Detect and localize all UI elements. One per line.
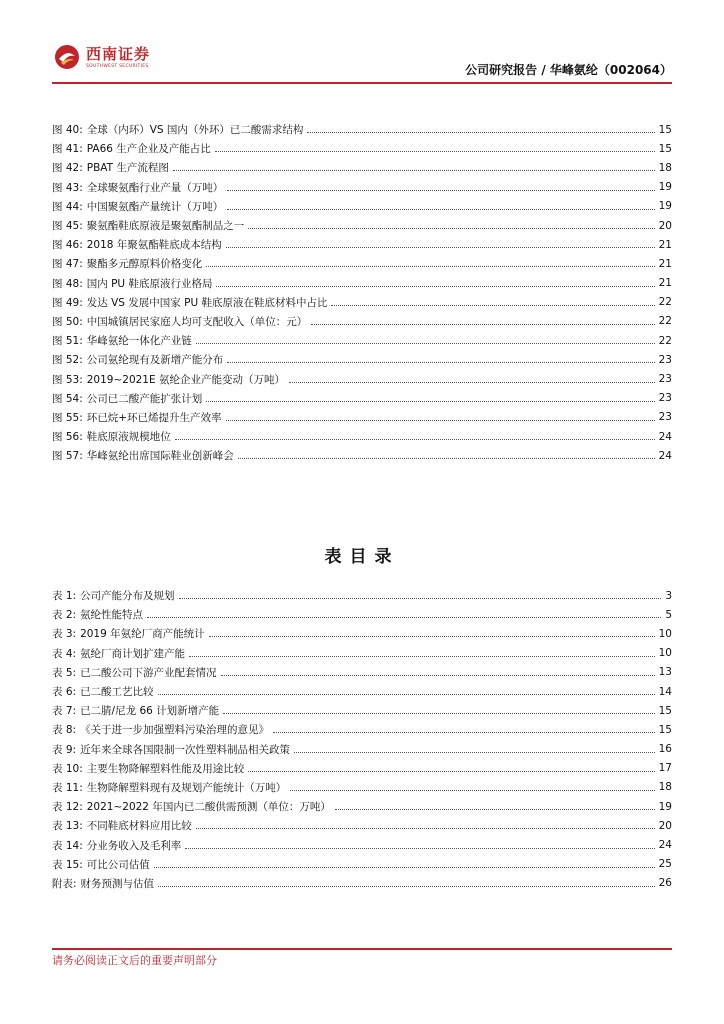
table-toc-entry[interactable] [52, 682, 672, 701]
toc-dot-leader [221, 675, 655, 676]
toc-entry-page: 22 [658, 334, 672, 347]
toc-entry-number: 附表: [52, 877, 77, 890]
figure-toc-entry[interactable] [52, 369, 672, 388]
toc-entry-number: 图 56: [52, 431, 83, 444]
toc-entry-title: 公司氨纶现有及新增产能分布 [86, 354, 224, 367]
toc-entry-page: 10 [658, 627, 672, 640]
toc-entry-page: 5 [665, 608, 672, 621]
toc-entry-page: 13 [658, 666, 672, 679]
brand-name-en: SOUTHWEST SECURITIES [86, 64, 149, 69]
toc-dot-leader [248, 228, 654, 229]
toc-entry-title: 可比公司估值 [86, 858, 150, 871]
toc-entry-number: 表 8: [52, 724, 77, 737]
toc-entry-number: 表 3: [52, 628, 77, 641]
toc-entry-number: 图 47: [52, 258, 83, 271]
toc-entry-number: 表 1: [52, 590, 77, 603]
toc-entry-number: 表 15: [52, 858, 83, 871]
toc-entry-title: 聚氨酯鞋底原液是聚氨酯制品之一 [86, 220, 245, 233]
toc-entry-title: 聚酯多元醇原料价格变化 [86, 258, 203, 271]
toc-entry-page: 21 [658, 277, 672, 290]
figure-toc-entry[interactable] [52, 235, 672, 254]
toc-entry-page: 22 [658, 315, 672, 328]
figure-toc-entry[interactable] [52, 139, 672, 158]
toc-dot-leader [185, 848, 654, 849]
toc-dot-leader [223, 713, 654, 714]
toc-entry-page: 16 [658, 743, 672, 756]
figure-toc-entry[interactable] [52, 274, 672, 293]
toc-entry-page: 3 [665, 589, 672, 602]
toc-entry-number: 图 42: [52, 162, 83, 175]
toc-entry-title: 2018 年聚氨酯鞋底成本结构 [86, 239, 222, 252]
toc-entry-title: 已二酸公司下游产业配套情况 [80, 666, 217, 679]
toc-entry-title: 鞋底原液规模地位 [86, 431, 171, 444]
table-toc-entry[interactable] [52, 797, 672, 816]
toc-entry-page: 20 [658, 819, 672, 832]
toc-dot-leader [227, 209, 654, 210]
toc-entry-number: 表 12: [52, 801, 83, 814]
figure-toc-entry[interactable] [52, 408, 672, 427]
toc-entry-page: 23 [658, 373, 672, 386]
footer-disclaimer: 请务必阅读正文后的重要声明部分 [52, 954, 217, 967]
toc-dot-leader [173, 170, 655, 171]
toc-entry-page: 25 [658, 858, 672, 871]
toc-entry-title: 《关于进一步加强塑料污染治理的意见》 [80, 724, 270, 737]
table-toc-entry[interactable] [52, 759, 672, 778]
toc-dot-leader [206, 266, 654, 267]
toc-entry-number: 图 51: [52, 335, 83, 348]
toc-dot-leader [209, 636, 655, 637]
figure-toc-entry[interactable] [52, 427, 672, 446]
toc-dot-leader [196, 828, 655, 829]
toc-entry-number: 图 55: [52, 411, 83, 424]
toc-entry-title: 发达 VS 发展中国家 PU 鞋底原液在鞋底材料中占比 [86, 296, 328, 309]
toc-entry-number: 图 44: [52, 200, 83, 213]
toc-dot-leader [273, 732, 655, 733]
toc-entry-title: 全球（内环）VS 国内（外环）已二酸需求结构 [86, 124, 304, 137]
toc-dot-leader [331, 305, 654, 306]
toc-dot-leader [238, 458, 655, 459]
toc-entry-number: 图 46: [52, 239, 83, 252]
toc-entry-title: 氨纶厂商计划扩建产能 [80, 647, 186, 660]
toc-entry-page: 15 [658, 723, 672, 736]
toc-entry-title: 主要生物降解塑料性能及用途比较 [86, 762, 245, 775]
toc-entry-page: 18 [658, 161, 672, 174]
figure-toc-entry[interactable] [52, 216, 672, 235]
toc-entry-title: 财务预测与估值 [80, 877, 155, 890]
table-toc-entry[interactable] [52, 624, 672, 643]
table-toc-entry[interactable] [52, 701, 672, 720]
toc-entry-page: 23 [658, 411, 672, 424]
toc-entry-number: 图 40: [52, 124, 83, 137]
toc-entry-page: 17 [658, 762, 672, 775]
toc-dot-leader [335, 809, 655, 810]
toc-dot-leader [189, 656, 655, 657]
toc-entry-page: 15 [658, 704, 672, 717]
toc-entry-number: 表 13: [52, 820, 83, 833]
figure-toc-entry[interactable] [52, 120, 672, 139]
toc-dot-leader [226, 420, 655, 421]
table-toc-entry[interactable] [52, 874, 672, 893]
toc-entry-page: 26 [658, 877, 672, 890]
toc-entry-page: 15 [658, 142, 672, 155]
toc-dot-leader [175, 439, 655, 440]
toc-entry-number: 表 14: [52, 839, 83, 852]
toc-dot-leader [158, 694, 655, 695]
toc-dot-leader [248, 771, 654, 772]
toc-dot-leader [289, 382, 655, 383]
table-toc-entry[interactable] [52, 586, 672, 605]
toc-entry-number: 图 49: [52, 296, 83, 309]
table-toc-entry[interactable] [52, 855, 672, 874]
toc-entry-number: 图 57: [52, 450, 83, 463]
table-toc-entry[interactable] [52, 816, 672, 835]
figure-toc-entry[interactable] [52, 197, 672, 216]
toc-entry-page: 23 [658, 392, 672, 405]
report-title: 公司研究报告 / 华峰氨纶（002064） [465, 63, 672, 77]
footer-divider [52, 948, 672, 950]
toc-entry-number: 表 4: [52, 647, 77, 660]
toc-dot-leader [216, 286, 654, 287]
brand-name-cn: 西南证券 [86, 45, 151, 63]
toc-entry-page: 23 [658, 353, 672, 366]
toc-entry-title: 华峰氨纶一体化产业链 [86, 335, 192, 348]
table-toc-entry[interactable] [52, 778, 672, 797]
figure-toc-entry[interactable] [52, 158, 672, 177]
toc-entry-number: 图 52: [52, 354, 83, 367]
toc-entry-number: 表 10: [52, 762, 83, 775]
toc-entry-title: 生物降解塑料现有及规划产能统计（万吨） [86, 781, 287, 794]
toc-entry-page: 10 [658, 647, 672, 660]
toc-entry-number: 图 50: [52, 315, 83, 328]
toc-entry-title: 已二酸工艺比较 [80, 686, 154, 699]
toc-entry-number: 表 2: [52, 609, 77, 622]
table-toc-entry[interactable] [52, 605, 672, 624]
toc-entry-page: 19 [658, 200, 672, 213]
toc-entry-number: 图 45: [52, 220, 83, 233]
table-toc-entry[interactable] [52, 663, 672, 682]
figure-toc-entry[interactable] [52, 178, 672, 197]
toc-entry-title: PBAT 生产流程图 [86, 162, 169, 175]
figure-toc-entry[interactable] [52, 446, 672, 465]
tables-toc [52, 586, 672, 893]
toc-entry-title: 2021~2022 年国内已二酸供需预测（单位：万吨） [86, 801, 331, 814]
toc-entry-number: 表 6: [52, 686, 77, 699]
toc-dot-leader [227, 362, 654, 363]
toc-dot-leader [179, 598, 662, 599]
toc-entry-number: 图 43: [52, 181, 83, 194]
toc-dot-leader [290, 790, 654, 791]
toc-entry-title: 氨纶性能特点 [80, 609, 144, 622]
toc-entry-title: PA66 生产企业及产能占比 [86, 143, 211, 156]
figure-toc-entry[interactable] [52, 350, 672, 369]
toc-entry-page: 24 [658, 839, 672, 852]
tables-toc-heading: 表目录 [324, 547, 400, 567]
toc-dot-leader [294, 752, 655, 753]
toc-entry-title: 国内 PU 鞋底原液行业格局 [86, 277, 213, 290]
toc-entry-title: 公司产能分布及规划 [80, 590, 175, 603]
toc-entry-number: 表 11: [52, 781, 83, 794]
toc-entry-page: 21 [658, 238, 672, 251]
figures-toc [52, 120, 672, 465]
toc-entry-page: 14 [658, 685, 672, 698]
header-divider [52, 82, 672, 84]
toc-entry-page: 21 [658, 257, 672, 270]
toc-dot-leader [226, 247, 655, 248]
toc-dot-leader [158, 886, 655, 887]
page-header [52, 38, 672, 82]
toc-entry-number: 表 7: [52, 705, 77, 718]
toc-entry-page: 18 [658, 781, 672, 794]
toc-entry-number: 图 53: [52, 373, 83, 386]
figure-toc-entry[interactable] [52, 293, 672, 312]
toc-dot-leader [154, 867, 655, 868]
toc-dot-leader [215, 151, 655, 152]
toc-entry-title: 2019~2021E 氨纶企业产能变动（万吨） [86, 373, 285, 386]
toc-dot-leader [147, 617, 661, 618]
toc-dot-leader [206, 401, 654, 402]
toc-entry-page: 19 [658, 181, 672, 194]
toc-entry-number: 图 48: [52, 277, 83, 290]
toc-dot-leader [196, 343, 655, 344]
toc-dot-leader [307, 132, 654, 133]
toc-entry-title: 2019 年氨纶厂商产能统计 [80, 628, 205, 641]
toc-entry-title: 中国城镇居民家庭人均可支配收入（单位：元） [86, 315, 308, 328]
toc-entry-title: 环已烷+环已烯提升生产效率 [86, 411, 222, 424]
toc-entry-title: 分业务收入及毛利率 [86, 839, 182, 852]
toc-entry-page: 24 [658, 449, 672, 462]
figure-toc-entry[interactable] [52, 389, 672, 408]
toc-entry-page: 15 [658, 123, 672, 136]
brand-logo [52, 38, 162, 78]
toc-entry-page: 24 [658, 430, 672, 443]
toc-entry-title: 近年来全球各国限制一次性塑料制品相关政策 [80, 743, 291, 756]
toc-entry-page: 19 [658, 800, 672, 813]
toc-entry-page: 22 [658, 296, 672, 309]
figure-toc-entry[interactable] [52, 254, 672, 273]
toc-dot-leader [227, 190, 654, 191]
toc-entry-page: 20 [658, 219, 672, 232]
toc-entry-title: 公司已二酸产能扩张计划 [86, 392, 203, 405]
brand-logo-icon [54, 44, 80, 70]
toc-entry-number: 图 54: [52, 392, 83, 405]
table-toc-entry[interactable] [52, 740, 672, 759]
toc-entry-title: 全球聚氨酯行业产量（万吨） [86, 181, 224, 194]
toc-entry-title: 中国聚氨酯产量统计（万吨） [86, 200, 224, 213]
figure-toc-entry[interactable] [52, 331, 672, 350]
toc-entry-number: 表 9: [52, 743, 77, 756]
table-toc-entry[interactable] [52, 720, 672, 739]
table-toc-entry[interactable] [52, 644, 672, 663]
figure-toc-entry[interactable] [52, 312, 672, 331]
toc-dot-leader [311, 324, 654, 325]
toc-entry-number: 图 41: [52, 143, 83, 156]
toc-entry-number: 表 5: [52, 666, 77, 679]
toc-entry-title: 已二腈/尼龙 66 计划新增产能 [80, 705, 220, 718]
toc-entry-title: 不同鞋底材料应用比较 [86, 820, 192, 833]
table-toc-entry[interactable] [52, 835, 672, 854]
toc-entry-title: 华峰氨纶出席国际鞋业创新峰会 [86, 450, 234, 463]
